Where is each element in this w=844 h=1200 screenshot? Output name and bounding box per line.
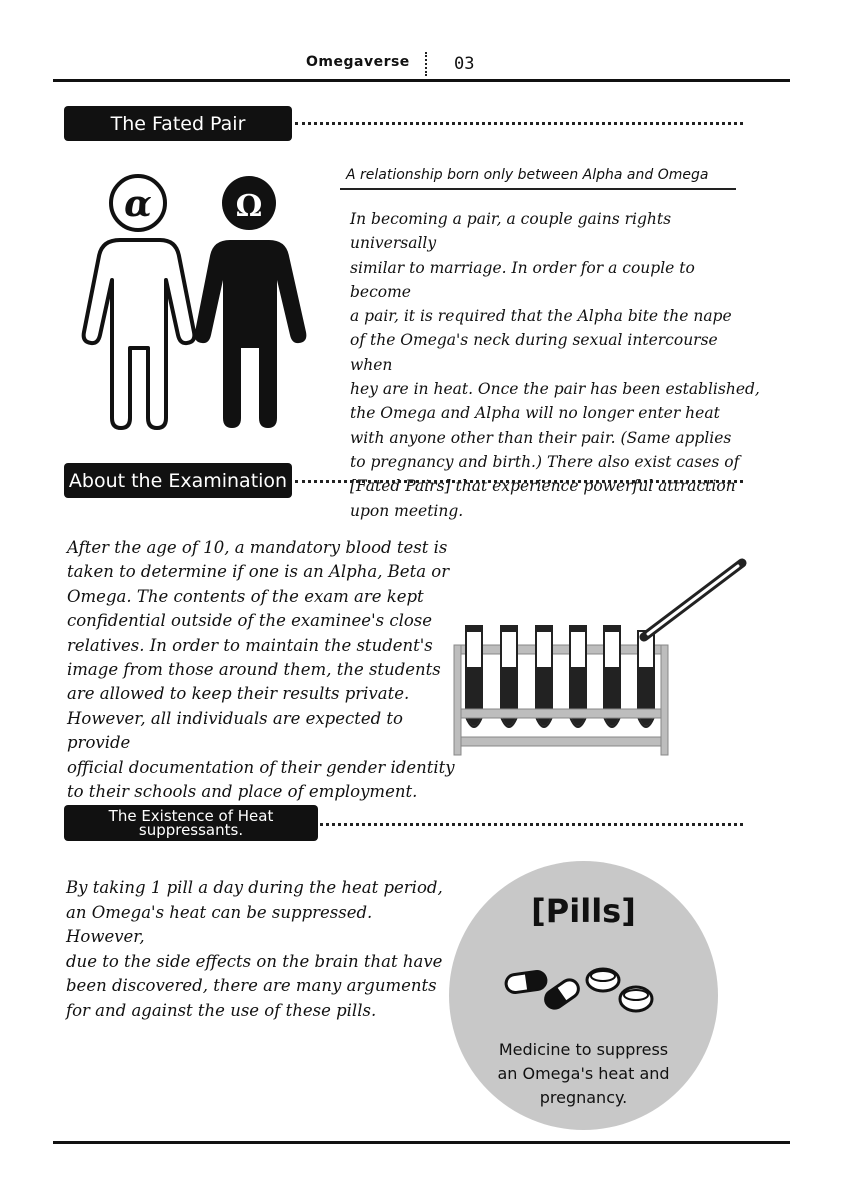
section-label-text: The Fated Pair xyxy=(110,112,246,135)
fated-pair-paragraph: In becoming a pair, a couple gains rights universally similar to marriage. In order for a couple to become a pair, it is required that the Alpha bite the nape of the Omega's neck during sexual intercourse when hey are in heat. Once the pair has been established, the Omega and Alpha will no longer enter heat with anyone other than their pair. (Same applies to pregnancy and birth.) There also exist cases of [Fated Pairs] that experience powerful attraction upon meeting. xyxy=(350,210,760,520)
section-label-suppressants xyxy=(64,805,318,841)
pills-illustration xyxy=(500,958,670,1020)
subtitle-underline xyxy=(340,188,736,190)
dotted-leader xyxy=(295,122,743,125)
dotted-leader xyxy=(320,823,743,826)
fated-pair-subtitle: A relationship born only between Alpha and Omega xyxy=(346,167,709,183)
section-label-line1: The Existence of Heat xyxy=(108,807,274,825)
bottom-rule xyxy=(53,1141,790,1144)
pills-title: [Pills] xyxy=(531,892,636,930)
top-rule xyxy=(53,79,790,82)
omega-symbol: Ω xyxy=(235,189,263,224)
tablet-icon xyxy=(620,987,652,1011)
tablet-icon xyxy=(587,969,619,991)
pipette-icon xyxy=(644,563,742,637)
alpha-omega-figures-illustration xyxy=(80,172,320,434)
capsule-icon xyxy=(505,970,547,993)
capsule-icon xyxy=(542,976,582,1011)
section-label-examination xyxy=(64,463,292,498)
dotted-leader xyxy=(295,480,743,483)
alpha-symbol: α xyxy=(124,183,152,225)
section-label-line2: suppressants. xyxy=(138,821,244,839)
suppressants-paragraph: By taking 1 pill a day during the heat period, an Omega's heat can be suppressed. However, due to the side effects on the brain that have been discovered, there are many arguments for and against the use of these pills. xyxy=(66,878,443,1020)
header-title: Omegaverse xyxy=(306,54,410,70)
section-label-fated-pair xyxy=(64,106,292,141)
page-number: 03 xyxy=(454,54,475,74)
pills-description: Medicine to suppress an Omega's heat and pregnancy. xyxy=(497,1040,670,1107)
examination-paragraph: After the age of 10, a mandatory blood test is taken to determine if one is an Alpha, Beta or Omega. The contents of the exam are kept confidential outside of the examinee's close relatives. In order to maintain the student's image from those around them, the students are allowed to keep their results private. However, all individuals are expected to provide official documentation of their gender identity to their schools and place of employment. xyxy=(67,538,455,802)
test-tube-rack-illustration xyxy=(452,555,752,760)
section-label-text: About the Examination xyxy=(68,469,288,492)
header-separator xyxy=(425,52,427,76)
